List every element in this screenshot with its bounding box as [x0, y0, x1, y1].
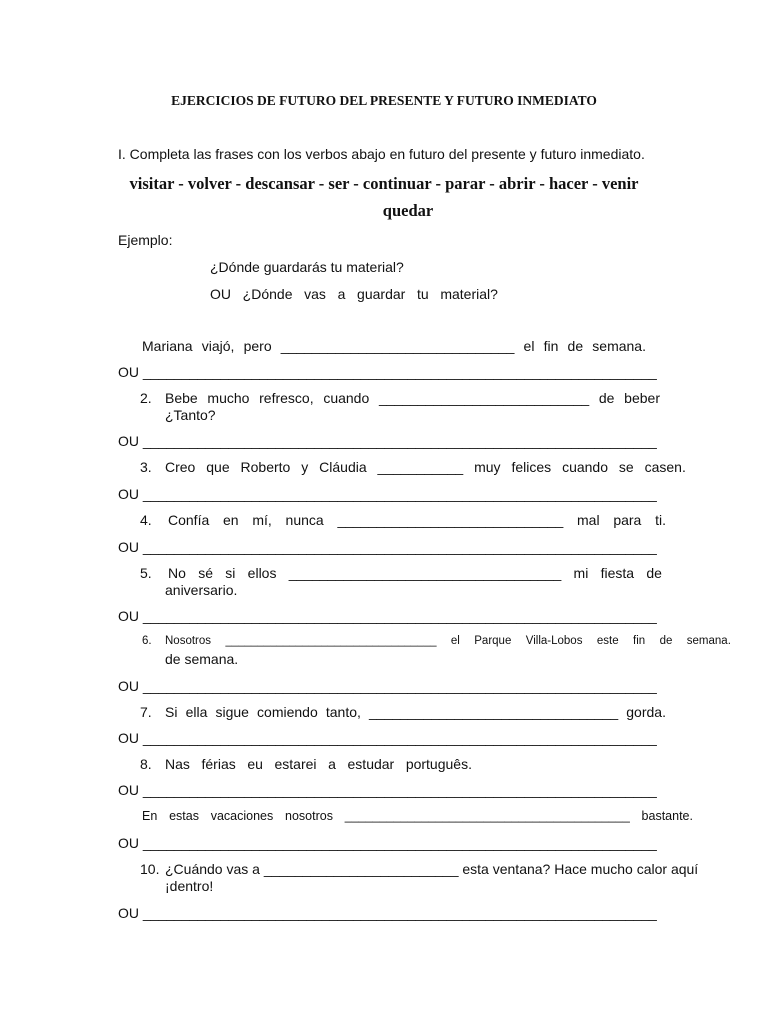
example-label: Ejemplo: — [118, 232, 173, 248]
answer-blank[interactable]: ___________ — [377, 459, 464, 475]
item-number-8: 8. — [140, 756, 152, 772]
word: semana. — [686, 635, 731, 647]
item-number-7: 7. — [140, 704, 152, 720]
word: Bebe — [165, 390, 198, 406]
exercise-item-1 — [142, 338, 646, 354]
word: vacaciones — [210, 809, 274, 823]
word: que — [206, 459, 230, 475]
word: Villa-Lobos — [525, 635, 583, 647]
word: mí, — [252, 512, 272, 528]
exercise-item-6 — [165, 635, 731, 647]
word: se — [618, 459, 634, 475]
exercise-item-10: ¿Cuándo vas a _________________________ esta ventana? Hace mucho calor aquí — [165, 861, 699, 877]
alternative-line-4[interactable] — [118, 539, 657, 555]
word: beber — [624, 390, 660, 406]
word: Nosotros — [165, 635, 212, 647]
item-continuation-10: ¡dentro! — [165, 878, 214, 894]
word: estudar — [347, 756, 395, 772]
word: Mariana — [142, 338, 193, 354]
alternative-line-7[interactable] — [118, 730, 657, 746]
answer-blank[interactable]: __________________________________________________________________ — [142, 905, 657, 921]
word: el — [450, 635, 460, 647]
word: estarei — [274, 756, 317, 772]
word: y — [301, 459, 309, 475]
word: estas — [169, 809, 199, 823]
ou-label: OU — [118, 730, 139, 746]
word: férias — [201, 756, 236, 772]
word: En — [142, 809, 158, 823]
word: gorda. — [626, 704, 666, 720]
word: bastante. — [641, 809, 693, 823]
exercise-item-4 — [168, 512, 666, 528]
word: fiesta — [600, 565, 635, 581]
word: nunca — [285, 512, 324, 528]
answer-blank[interactable]: ________________________________ — [369, 704, 619, 720]
answer-blank[interactable]: _________________________________________ — [344, 809, 630, 823]
ou-label: OU — [118, 539, 139, 555]
answer-blank[interactable]: _________________________________ — [225, 635, 437, 647]
word: de — [646, 565, 662, 581]
word: Roberto — [240, 459, 291, 475]
word: a — [328, 756, 336, 772]
word: ella — [185, 704, 208, 720]
alternative-line-6[interactable] — [118, 678, 657, 694]
answer-blank[interactable]: _____________________________ — [337, 512, 564, 528]
word: en — [223, 512, 239, 528]
ou-label: OU — [118, 364, 139, 380]
word: cuando — [562, 459, 608, 475]
word: fin — [633, 635, 646, 647]
verb-list-line-1: visitar - volver - descansar - ser - continuar - parar - abrir - hacer - venir — [129, 174, 639, 193]
word: nosotros — [285, 809, 333, 823]
word: No — [168, 565, 186, 581]
word: Confía — [168, 512, 210, 528]
ou-label: OU — [118, 486, 139, 502]
word: sigue — [215, 704, 249, 720]
word: comiendo — [257, 704, 318, 720]
ou-label: OU — [118, 433, 139, 449]
item-number-4: 4. — [140, 512, 152, 528]
ou-label: OU — [118, 905, 139, 921]
instruction-text: I. Completa las frases con los verbos abajo en futuro del presente y futuro inmediato. — [118, 146, 645, 162]
word: muy — [474, 459, 501, 475]
word: eu — [247, 756, 263, 772]
ou-label: OU — [118, 835, 139, 851]
word: português. — [405, 756, 472, 772]
word: ellos — [247, 565, 277, 581]
exercise-item-7 — [165, 704, 666, 720]
word: mi — [573, 565, 589, 581]
exercise-item-3 — [165, 459, 686, 475]
item-number-3: 3. — [140, 459, 152, 475]
exercise-item-8 — [165, 756, 472, 772]
word: este — [596, 635, 619, 647]
alternative-line-1[interactable] — [118, 364, 657, 380]
answer-blank[interactable]: ___________________________________ — [288, 565, 562, 581]
answer-blank[interactable]: ______________________________ — [280, 338, 515, 354]
word: si — [225, 565, 236, 581]
answer-blank[interactable]: __________________________________________________________________ — [142, 730, 657, 746]
alternative-line-2[interactable] — [118, 433, 657, 449]
word: ti. — [655, 512, 666, 528]
word: de — [567, 338, 584, 354]
ou-label: OU — [118, 678, 139, 694]
item-number-6: 6. — [142, 635, 152, 647]
alternative-line-9[interactable] — [118, 835, 657, 851]
answer-blank[interactable]: ___________________________ — [378, 390, 590, 406]
word: felices — [511, 459, 552, 475]
word: casen. — [644, 459, 686, 475]
word: mal — [577, 512, 600, 528]
word: Creo — [165, 459, 196, 475]
item-continuation-5: aniversario. — [165, 582, 238, 598]
item-number-10: 10. — [140, 861, 160, 877]
word: tanto, — [325, 704, 361, 720]
answer-blank[interactable]: __________________________________________________________________ — [142, 539, 657, 555]
alternative-line-3[interactable] — [118, 486, 657, 502]
word: Cláudia — [319, 459, 367, 475]
word: cuando — [323, 390, 370, 406]
word: Si — [165, 704, 178, 720]
alternative-line-8[interactable] — [118, 782, 657, 798]
verb-list-line-2: quedar — [382, 201, 434, 220]
ou-label: OU — [118, 608, 139, 624]
answer-blank[interactable]: __________________________________________________________________ — [142, 835, 657, 851]
item-number-5: 5. — [140, 565, 152, 581]
alternative-line-10[interactable] — [118, 905, 657, 921]
example-sentence-1: ¿Dónde guardarás tu material? — [210, 259, 404, 275]
word: Nas — [165, 756, 190, 772]
item-number-2: 2. — [140, 390, 152, 406]
exercise-item-9 — [142, 809, 693, 823]
answer-blank[interactable]: __________________________________________________________________ — [142, 678, 657, 694]
alternative-line-5[interactable] — [118, 608, 657, 624]
word: sé — [198, 565, 213, 581]
answer-blank[interactable]: __________________________________________________________________ — [142, 486, 657, 502]
word: refresco, — [259, 390, 314, 406]
word: pero — [243, 338, 272, 354]
word: de — [659, 635, 673, 647]
exercise-item-2 — [165, 390, 660, 406]
document-title: EJERCICIOS DE FUTURO DEL PRESENTE Y FUTURO INMEDIATO — [171, 93, 597, 108]
word: mucho — [207, 390, 250, 406]
word: Parque — [474, 635, 512, 647]
example-sentence-2: OU ¿Dónde vas a guardar tu material? — [210, 286, 498, 302]
item-continuation-2: ¿Tanto? — [165, 407, 216, 423]
exercise-item-5 — [168, 565, 662, 581]
word: el — [523, 338, 535, 354]
word: semana. — [592, 338, 646, 354]
answer-blank[interactable]: __________________________________________________________________ — [142, 608, 657, 624]
word: fin — [543, 338, 559, 354]
answer-blank[interactable]: __________________________________________________________________ — [142, 782, 657, 798]
answer-blank[interactable]: __________________________________________________________________ — [142, 364, 657, 380]
answer-blank[interactable]: __________________________________________________________________ — [142, 433, 657, 449]
ou-label: OU — [118, 782, 139, 798]
item-continuation-6: de semana. — [165, 651, 239, 667]
word: de — [598, 390, 615, 406]
word: viajó, — [201, 338, 235, 354]
word: para — [613, 512, 642, 528]
